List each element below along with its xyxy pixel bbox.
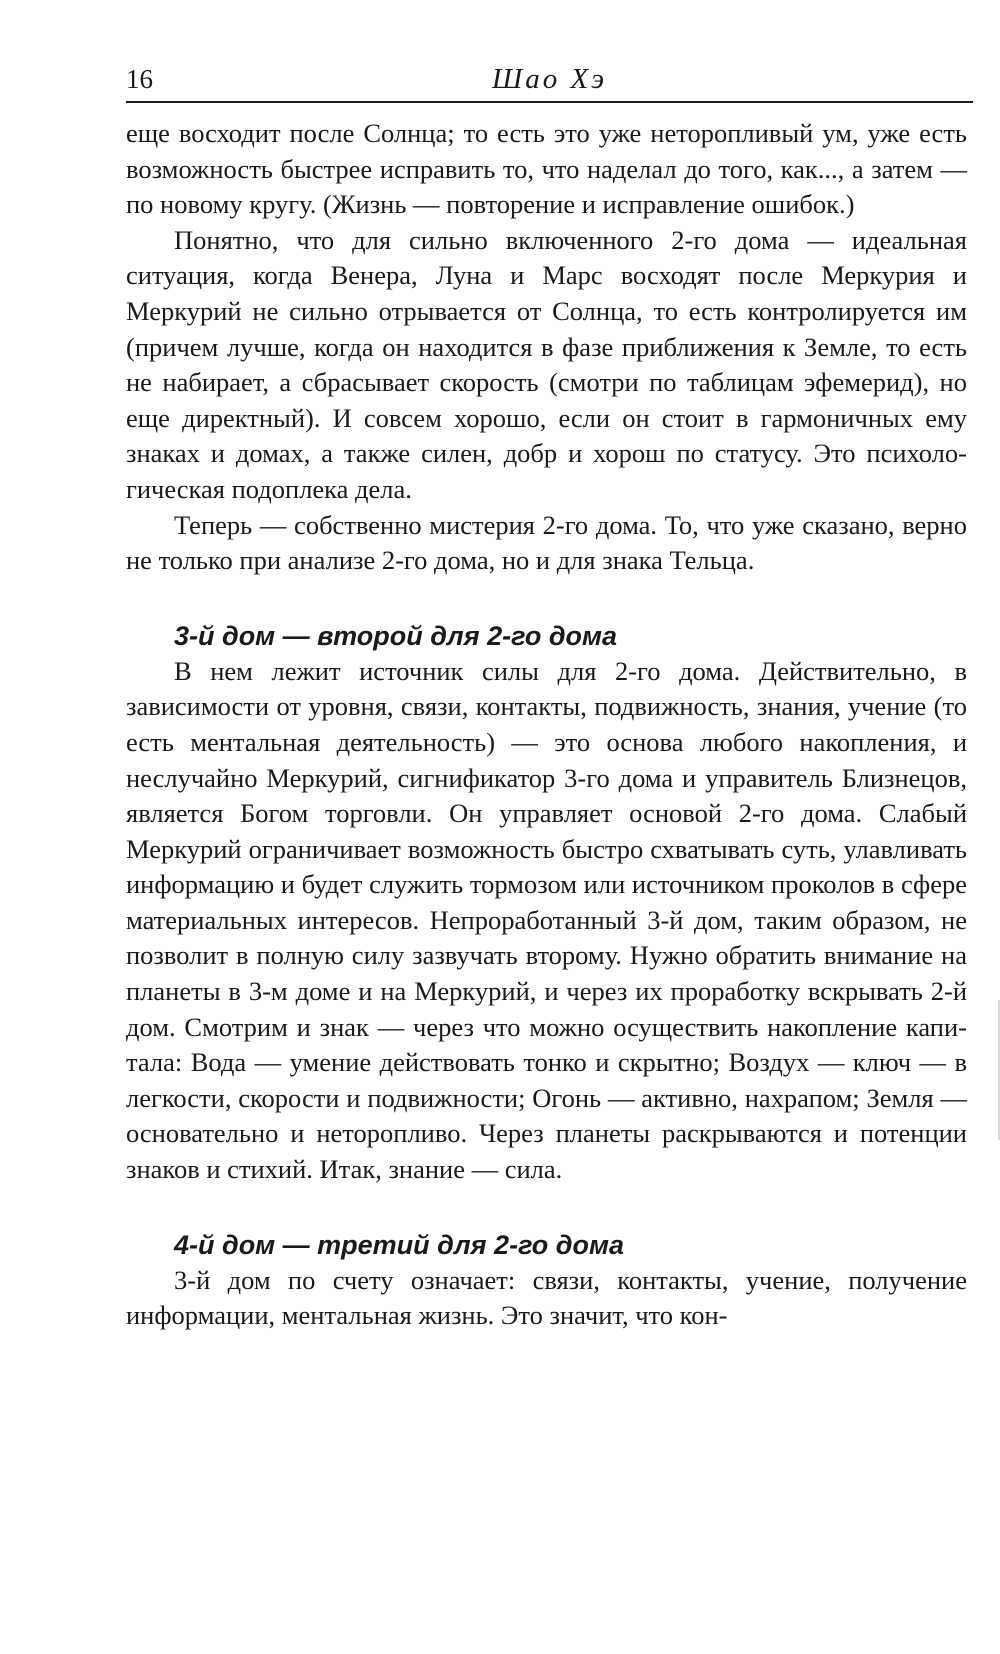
page-number: 16 xyxy=(126,64,153,94)
paragraph-fourth-house: 3-й дом по счету означает: связи, контакты, учение, получение информации, ментальная жизнь. Это значит, что кон- xyxy=(126,1264,967,1331)
header-rule xyxy=(126,101,973,103)
section-heading-fourth-house: 4-й дом — третий для 2-го дома xyxy=(174,1229,624,1260)
paragraph-second-house-ideal: Понятно, что для сильно включенного 2-го дома — идеальная ситуация, когда Венера, Луна и Марс восходят после Меркурия и Меркурий не сильно отрывается от Солнца, то есть контролируется им (причем лучше, когда он находится в фазе приближения к Земле, то есть не набирает, а сбрасывает скорость (смотри по таблицам эфемерид), но еще директный). И совсем хорошо, если он стоит в гармоничных ему знаках и домах, а также силен, добр и хорош по статусу. Это психологическая подоплека дела. xyxy=(126,224,967,504)
paragraph-mystery: Теперь — собственно мистерия 2-го дома. То, что уже сказано, верно не только при анализе 2-го дома, но и для знака Тельца. xyxy=(126,509,967,576)
running-head xyxy=(126,58,973,100)
section-heading-third-house: 3-й дом — второй для 2-го дома xyxy=(174,620,618,651)
paragraph-third-house: В нем лежит источник силы для 2-го дома. Действительно, в зависимости от уровня, связи, контакты, подвижность, знания, учение (то есть ментальная деятельность) — это основа любого накопления, и неслучайно Меркурий, сигнификатор 3-го дома и управитель Близнецов, является Богом торговли. Он управляет основой 2-го дома. Слабый Меркурий ограничивает возможность быстро схватывать суть, улавливать информацию и будет служить тормозом или источником проколов в сфере материальных интересов. Непроработанный 3-й дом, таким образом, не позволит в полную силу зазвучать второму. Нужно обратить внимание на планеты в 3-м доме и на Меркурий, и через их проработку вскрывать 2-й дом. Смотрим и знак — через что можно осуществить накопление капитала: Вода — умение действовать тонко и скрытно; Воздух — ключ — в легкости, скорости и подвижности; Огонь — активно, нахрапом; Земля — основательно и неторопливо. Через планеты раскрываются и потенции знаков и стихий. Итак, знание — сила. xyxy=(126,655,967,1185)
running-title: Шао Хэ xyxy=(492,63,607,95)
paragraph-continuation: еще восходит после Солнца; то есть это уже неторопливый ум, уже есть возможность быстрее исправить то, что наделал до того, как..., а затем — по новому кругу. (Жизнь — повторение и исправление ошибок.) xyxy=(126,118,967,220)
body-text xyxy=(126,116,967,1334)
